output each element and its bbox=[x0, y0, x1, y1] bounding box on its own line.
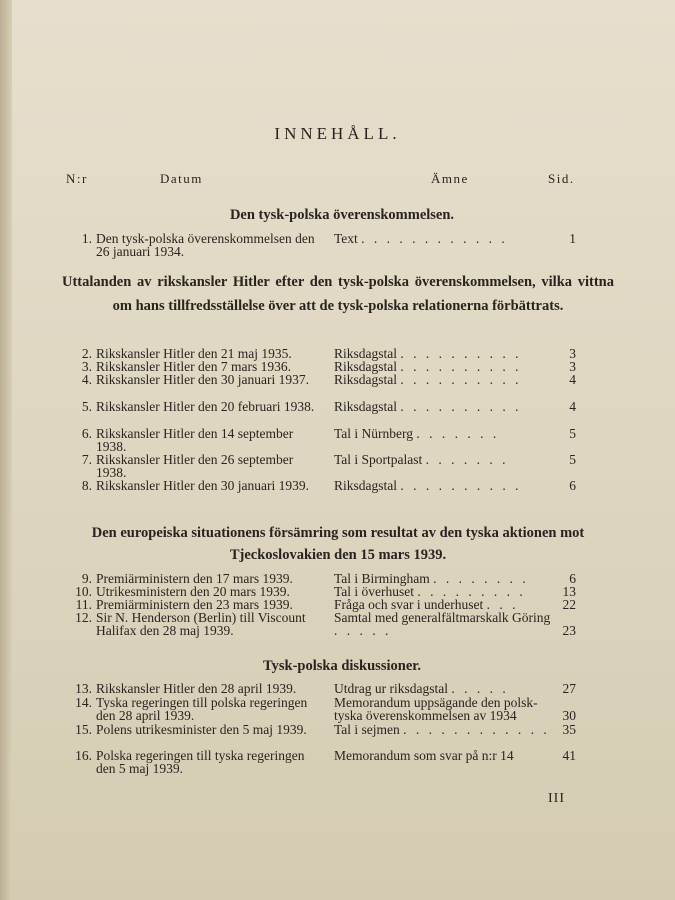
column-header-page: Sid. bbox=[548, 171, 575, 186]
entry-number: 1. bbox=[81, 231, 92, 246]
section-heading: Den tysk-polska överenskommelsen. bbox=[229, 207, 455, 223]
entry-date: Den tysk-polska överenskommelsen den 26 januari 1934. bbox=[96, 231, 315, 259]
section-heading: Tysk-polska diskussioner. bbox=[263, 658, 421, 674]
entry-subject: Text . . . . . . . . . . . . bbox=[334, 231, 508, 246]
page-title: INNEHÅLL. bbox=[274, 124, 401, 143]
column-header-date: Datum bbox=[160, 171, 203, 186]
page-number: III bbox=[548, 791, 565, 806]
section-heading: Uttalanden av rikskansler Hitler efter den tysk-polska överenskommelsen, vilka vittna om hans tillfredsställelse över att de tysk-polska relationerna förbättrats. bbox=[62, 274, 614, 314]
column-header-nr: N:r bbox=[66, 171, 88, 186]
book-page: INNEHÅLL. N:r Datum Ämne Sid. Den tysk-polska överenskommelsen. 1. Den tysk-polska överenskommelsen den 26 januari 1934. Text . . . . . . . . . . . . 1 Uttalanden av rikskansler Hitler efter den tysk-polska överenskommelsen, vilka vittna om hans tillfredsställelse över att de tysk-polska relationerna förbättrats. 2. Rikskansler Hitler den 21 maj 1935. Riksdagstal . . . . . . . . . . 3 3. Rikskansler Hitler den 7 mars 1936. Riksdagstal . . . . . . . . . . 3 4. Rikskansler Hitler den 30 januari 1937. Riksdagstal . . . . . . . . . . 4 5. Rikskansler Hitler den 20 februari 1938. Riksdagstal . . . . . . . . . . 4 6. Rikskansler Hitler den 14 september 1938. Tal i Nürnberg . . . . . . . 5 7. Rikskansler Hitler den 26 september 1938. Tal i Sportpalast . . . . . . . 5 8. Rikskansler Hitler den 30 januari 1939. Riksdagstal . . . . . . . . . . 6 Den europeiska situationens försämring som resultat av den tyska aktionen mot Tjeckoslovakien den 15 mars 1939. 9. Premiärministern den 17 mars 1939. Tal i Birmingham . . . . . . . . 6 10. Utrikesministern den 20 mars 1939. Tal i överhuset . . . . . . . . . 13 11. Premiärministern den 23 mars 1939. Fråga och svar i underhuset . . . 22 12. Sir N. Henderson (Berlin) till Viscount Halifax den 28 maj 1939. Samtal med generalfältmarskalk Göring . . . . . 23 Tysk-polska diskussioner. 13. Rikskansler Hitler den 28 april 1939. Utdrag ur riksdagstal . . . . . 27 14. Tyska regeringen till polska regeringen den 28 april 1939. Memorandum uppsägande den polsk-tyska överenskommelsen av 1934 30 15. Polens utrikesminister den 5 maj 1939. Tal i sejmen . . . . . . . . . . . . 35 16. Polska regeringen till tyska regeringen den 5 maj 1939. Memorandum som svar på n:r 14 41 III bbox=[0, 0, 675, 900]
section-heading: Den europeiska situationens försämring som resultat av den tyska aktionen mot Tjeckoslovakien den 15 mars 1939. bbox=[91, 525, 585, 563]
column-header-subject: Ämne bbox=[431, 171, 469, 186]
entry-page: 1 bbox=[569, 231, 576, 246]
